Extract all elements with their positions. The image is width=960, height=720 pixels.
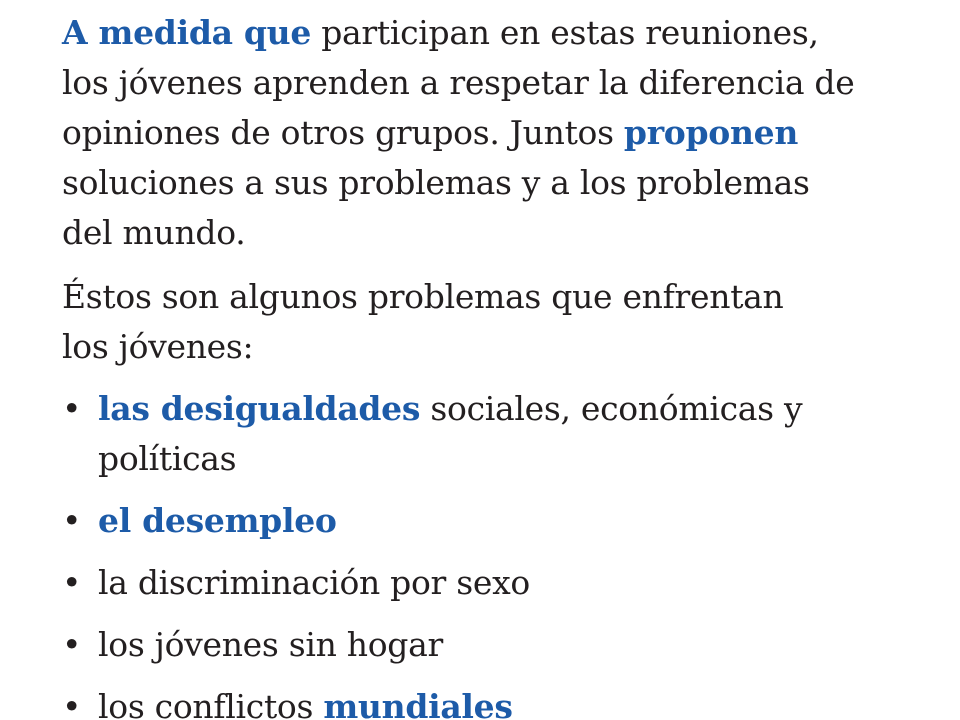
problems-list	[62, 384, 942, 720]
keyword-proponen: proponen	[623, 113, 799, 152]
list-item-text: sociales, económicas y	[420, 389, 803, 428]
list-item-text: la discriminación por sexo	[98, 563, 530, 602]
paragraph-text: opiniones de otros grupos. Juntos	[62, 113, 624, 152]
list-item-text: los jóvenes sin hogar	[98, 625, 443, 664]
list-item	[62, 682, 942, 720]
paragraph-text: los jóvenes aprenden a respetar la diferencia de	[62, 63, 855, 102]
bullet-icon: •	[62, 501, 82, 540]
bullet-icon: •	[62, 625, 82, 664]
paragraph-text: del mundo.	[62, 213, 246, 252]
list-item	[62, 558, 942, 608]
paragraph-text: soluciones a sus problemas y a los problemas	[62, 163, 810, 202]
keyword-mundiales: mundiales	[323, 687, 513, 720]
bullet-icon: •	[62, 563, 82, 602]
keyword-a-medida-que: A medida que	[62, 13, 312, 52]
paragraph-meetings	[62, 8, 952, 258]
list-item-text: los conflictos	[98, 687, 324, 720]
bullet-icon: •	[62, 687, 82, 720]
keyword-desempleo: el desempleo	[98, 501, 337, 540]
paragraph-text: los jóvenes:	[62, 327, 254, 366]
paragraph-problems-intro	[62, 272, 952, 372]
paragraph-text: Éstos son algunos problemas que enfrentan	[62, 277, 784, 316]
list-item	[62, 620, 942, 670]
bullet-icon: •	[62, 389, 82, 428]
list-item-text: políticas	[98, 439, 237, 478]
list-item	[62, 384, 942, 484]
list-item	[62, 496, 942, 546]
paragraph-text: participan en estas reuniones,	[311, 13, 819, 52]
keyword-desigualdades: las desigualdades	[98, 389, 421, 428]
